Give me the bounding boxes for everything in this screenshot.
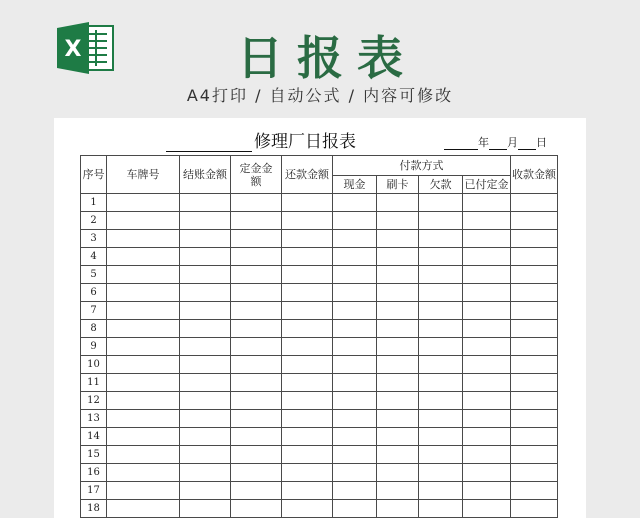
table-cell[interactable]	[377, 194, 419, 212]
table-cell[interactable]	[282, 320, 333, 338]
page-title: 日报表	[237, 31, 417, 85]
table-cell[interactable]	[180, 464, 231, 482]
table-cell[interactable]	[180, 410, 231, 428]
table-cell[interactable]	[463, 320, 511, 338]
table-cell[interactable]	[511, 482, 558, 500]
table-cell[interactable]	[282, 248, 333, 266]
table-cell[interactable]	[282, 194, 333, 212]
year-blank[interactable]	[444, 137, 478, 150]
table-row	[81, 374, 558, 392]
table-cell[interactable]	[107, 374, 180, 392]
col-header-paid-deposit[interactable]: 已付定金	[463, 176, 511, 194]
table-cell[interactable]	[333, 266, 377, 284]
table-cell[interactable]	[377, 410, 419, 428]
table-cell[interactable]	[333, 194, 377, 212]
table-cell[interactable]	[377, 266, 419, 284]
table-cell[interactable]	[377, 446, 419, 464]
table-cell[interactable]	[333, 410, 377, 428]
table-cell[interactable]	[231, 500, 282, 518]
table-cell[interactable]	[282, 212, 333, 230]
table-cell[interactable]	[333, 356, 377, 374]
table-cell[interactable]	[180, 482, 231, 500]
table-cell[interactable]	[419, 482, 463, 500]
table-cell[interactable]	[107, 446, 180, 464]
col-header-settle[interactable]: 结账金额	[180, 156, 231, 194]
col-header-payment-method[interactable]: 付款方式	[333, 156, 511, 176]
row-number[interactable]: 5	[81, 266, 107, 284]
table-cell[interactable]	[419, 230, 463, 248]
row-number[interactable]: 2	[81, 212, 107, 230]
col-header-received[interactable]: 收款金额	[511, 156, 558, 194]
table-cell[interactable]	[463, 374, 511, 392]
table-cell[interactable]	[463, 500, 511, 518]
table-cell[interactable]	[231, 212, 282, 230]
table-cell[interactable]	[419, 410, 463, 428]
month-blank[interactable]	[489, 137, 507, 150]
table-cell[interactable]	[419, 248, 463, 266]
col-header-owed[interactable]: 欠款	[419, 176, 463, 194]
table-row	[81, 320, 558, 338]
table-row	[81, 212, 558, 230]
day-label: 日	[536, 136, 547, 149]
table-cell[interactable]	[180, 248, 231, 266]
table-cell[interactable]	[107, 194, 180, 212]
table-cell[interactable]	[107, 464, 180, 482]
table-cell[interactable]	[282, 410, 333, 428]
table-cell[interactable]	[282, 464, 333, 482]
table-cell[interactable]	[333, 464, 377, 482]
table-cell[interactable]	[463, 338, 511, 356]
table-cell[interactable]	[377, 482, 419, 500]
table-cell[interactable]	[282, 356, 333, 374]
table-cell[interactable]	[333, 248, 377, 266]
table-cell[interactable]	[282, 266, 333, 284]
table-cell[interactable]	[231, 392, 282, 410]
table-cell[interactable]	[511, 410, 558, 428]
table-cell[interactable]	[107, 266, 180, 284]
table-cell[interactable]	[333, 374, 377, 392]
table-cell[interactable]	[419, 194, 463, 212]
col-header-deposit[interactable]: 定金金额	[231, 156, 282, 194]
row-number[interactable]: 14	[81, 428, 107, 446]
table-cell[interactable]	[231, 302, 282, 320]
table-row	[81, 482, 558, 500]
table-cell[interactable]	[377, 464, 419, 482]
table-cell[interactable]	[463, 428, 511, 446]
table-cell[interactable]	[377, 248, 419, 266]
table-cell[interactable]	[419, 302, 463, 320]
row-number[interactable]: 18	[81, 500, 107, 518]
table-row	[81, 194, 558, 212]
table-cell[interactable]	[419, 212, 463, 230]
table-cell[interactable]	[463, 392, 511, 410]
table-cell[interactable]	[231, 356, 282, 374]
table-cell[interactable]	[463, 212, 511, 230]
table-cell[interactable]	[231, 266, 282, 284]
col-header-card[interactable]: 刷卡	[377, 176, 419, 194]
col-header-plate[interactable]: 车牌号	[107, 156, 180, 194]
table-cell[interactable]	[231, 464, 282, 482]
year-label: 年	[478, 136, 489, 149]
table-cell[interactable]	[107, 500, 180, 518]
row-number[interactable]: 3	[81, 230, 107, 248]
table-cell[interactable]	[419, 320, 463, 338]
table-cell[interactable]	[419, 392, 463, 410]
table-cell[interactable]	[180, 446, 231, 464]
table-cell[interactable]	[463, 266, 511, 284]
table-cell[interactable]	[333, 320, 377, 338]
table-cell[interactable]	[377, 338, 419, 356]
table-row	[81, 392, 558, 410]
table-cell[interactable]	[377, 392, 419, 410]
table-cell[interactable]	[333, 284, 377, 302]
col-header-cash[interactable]: 现金	[333, 176, 377, 194]
row-number[interactable]: 17	[81, 482, 107, 500]
table-cell[interactable]	[282, 374, 333, 392]
table-cell[interactable]	[419, 338, 463, 356]
table-cell[interactable]	[377, 320, 419, 338]
table-cell[interactable]	[463, 302, 511, 320]
table-cell[interactable]	[377, 428, 419, 446]
page-subtitle: A4打印 / 自动公式 / 内容可修改	[186, 86, 454, 105]
table-cell[interactable]	[107, 248, 180, 266]
col-header-seq[interactable]: 序号	[81, 156, 107, 194]
row-number[interactable]: 1	[81, 194, 107, 212]
table-cell[interactable]	[180, 266, 231, 284]
table-cell[interactable]	[107, 482, 180, 500]
table-cell[interactable]	[231, 284, 282, 302]
row-number[interactable]: 4	[81, 248, 107, 266]
table-cell[interactable]	[511, 392, 558, 410]
table-cell[interactable]	[231, 248, 282, 266]
table-cell[interactable]	[419, 500, 463, 518]
table-cell[interactable]	[333, 428, 377, 446]
table-cell[interactable]	[333, 392, 377, 410]
table-cell[interactable]	[419, 374, 463, 392]
table-cell[interactable]	[511, 428, 558, 446]
table-cell[interactable]	[333, 302, 377, 320]
row-number[interactable]: 12	[81, 392, 107, 410]
row-number[interactable]: 15	[81, 446, 107, 464]
table-cell[interactable]	[180, 338, 231, 356]
spreadsheet-sheet	[54, 118, 586, 518]
table-cell[interactable]	[231, 410, 282, 428]
row-number[interactable]: 6	[81, 284, 107, 302]
table-cell[interactable]	[511, 284, 558, 302]
table-cell[interactable]	[511, 266, 558, 284]
table-cell[interactable]	[511, 500, 558, 518]
table-cell[interactable]	[463, 284, 511, 302]
table-cell[interactable]	[463, 194, 511, 212]
table-cell[interactable]	[180, 230, 231, 248]
date-line	[444, 134, 547, 150]
table-cell[interactable]	[231, 482, 282, 500]
table-cell[interactable]	[377, 230, 419, 248]
table-cell[interactable]	[511, 446, 558, 464]
table-cell[interactable]	[180, 320, 231, 338]
table-cell[interactable]	[333, 212, 377, 230]
table-cell[interactable]	[107, 356, 180, 374]
table-cell[interactable]	[180, 212, 231, 230]
table-cell[interactable]	[377, 356, 419, 374]
table-cell[interactable]	[282, 392, 333, 410]
table-cell[interactable]	[231, 374, 282, 392]
table-cell[interactable]	[511, 194, 558, 212]
table-cell[interactable]	[419, 428, 463, 446]
table-cell[interactable]	[107, 212, 180, 230]
table-row	[81, 500, 558, 518]
table-row	[81, 338, 558, 356]
table-cell[interactable]	[282, 230, 333, 248]
row-number[interactable]: 7	[81, 302, 107, 320]
table-cell[interactable]	[419, 284, 463, 302]
row-number[interactable]: 13	[81, 410, 107, 428]
table-cell[interactable]	[333, 446, 377, 464]
table-cell[interactable]	[511, 248, 558, 266]
table-cell[interactable]	[511, 230, 558, 248]
table-cell[interactable]	[107, 284, 180, 302]
table-cell[interactable]	[511, 356, 558, 374]
row-number[interactable]: 10	[81, 356, 107, 374]
row-number[interactable]: 8	[81, 320, 107, 338]
table-cell[interactable]	[511, 212, 558, 230]
table-cell[interactable]	[231, 338, 282, 356]
table-cell[interactable]	[282, 428, 333, 446]
table-cell[interactable]	[419, 356, 463, 374]
table-cell[interactable]	[333, 482, 377, 500]
table-cell[interactable]	[511, 338, 558, 356]
table-cell[interactable]	[231, 446, 282, 464]
logo-letter: X	[64, 37, 82, 62]
table-cell[interactable]	[463, 482, 511, 500]
table-cell[interactable]	[107, 302, 180, 320]
table-cell[interactable]	[180, 374, 231, 392]
table-cell[interactable]	[231, 320, 282, 338]
table-cell[interactable]	[282, 482, 333, 500]
table-cell[interactable]	[419, 446, 463, 464]
table-cell[interactable]	[377, 212, 419, 230]
table-cell[interactable]	[180, 428, 231, 446]
row-number[interactable]: 9	[81, 338, 107, 356]
table-cell[interactable]	[333, 230, 377, 248]
table-cell[interactable]	[511, 320, 558, 338]
table-cell[interactable]	[180, 284, 231, 302]
table-row	[81, 428, 558, 446]
table-cell[interactable]	[377, 374, 419, 392]
table-row	[81, 284, 558, 302]
table-cell[interactable]	[282, 500, 333, 518]
table-cell[interactable]	[107, 392, 180, 410]
table-cell[interactable]	[463, 356, 511, 374]
table-cell[interactable]	[282, 284, 333, 302]
table-row	[81, 230, 558, 248]
table-row	[81, 446, 558, 464]
table-cell[interactable]	[282, 446, 333, 464]
table-cell[interactable]	[231, 428, 282, 446]
table-cell[interactable]	[333, 500, 377, 518]
table-cell[interactable]	[231, 230, 282, 248]
table-cell[interactable]	[282, 302, 333, 320]
table-cell[interactable]	[419, 464, 463, 482]
table-cell[interactable]	[107, 338, 180, 356]
table-row	[81, 302, 558, 320]
table-cell[interactable]	[180, 356, 231, 374]
table-row	[81, 464, 558, 482]
table-row	[81, 410, 558, 428]
month-label: 月	[507, 136, 518, 149]
table-cell[interactable]	[107, 230, 180, 248]
table-cell[interactable]	[180, 500, 231, 518]
day-blank[interactable]	[518, 137, 536, 150]
table-cell[interactable]	[180, 194, 231, 212]
table-cell[interactable]	[511, 302, 558, 320]
table-cell[interactable]	[463, 230, 511, 248]
table-cell[interactable]	[107, 428, 180, 446]
table-cell[interactable]	[180, 302, 231, 320]
table-cell[interactable]	[377, 302, 419, 320]
table-cell[interactable]	[282, 338, 333, 356]
sheet-title	[166, 128, 356, 152]
table-row	[81, 356, 558, 374]
shop-name-blank[interactable]	[166, 133, 252, 152]
row-number[interactable]: 11	[81, 374, 107, 392]
table-cell[interactable]	[511, 374, 558, 392]
table-cell[interactable]	[333, 338, 377, 356]
table-cell[interactable]	[463, 248, 511, 266]
table-cell[interactable]	[377, 500, 419, 518]
table-row	[81, 266, 558, 284]
table-body	[81, 194, 558, 518]
table-cell[interactable]	[463, 410, 511, 428]
table-cell[interactable]	[463, 446, 511, 464]
table-cell[interactable]	[419, 266, 463, 284]
table-cell[interactable]	[511, 464, 558, 482]
row-number[interactable]: 16	[81, 464, 107, 482]
table-cell[interactable]	[463, 464, 511, 482]
table-cell[interactable]	[107, 410, 180, 428]
table-cell[interactable]	[180, 392, 231, 410]
table-row	[81, 248, 558, 266]
sheet-title-text: 修理厂日报表	[254, 132, 356, 152]
table-cell[interactable]	[231, 194, 282, 212]
col-header-repay[interactable]: 还款金额	[282, 156, 333, 194]
daily-report-table	[80, 155, 558, 518]
table-cell[interactable]	[377, 284, 419, 302]
table-cell[interactable]	[107, 320, 180, 338]
